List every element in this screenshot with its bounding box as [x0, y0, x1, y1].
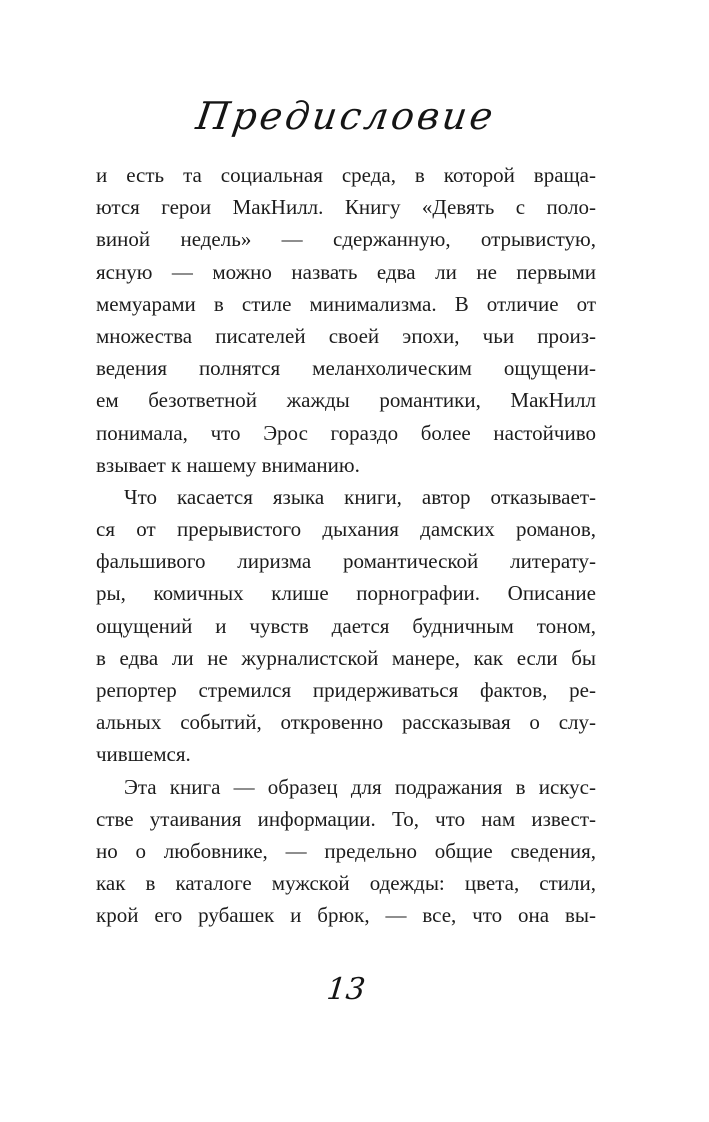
- text-line: виной недель» — сдержанную, отрывистую,: [96, 227, 596, 252]
- text-line: ются герои МакНилл. Книгу «Девять с поло-: [96, 195, 596, 220]
- text-line: ощущений и чувств дается будничным тоном,: [96, 613, 596, 638]
- text-line: репортер стремился придерживаться фактов, ре-: [96, 678, 596, 702]
- text-line: множества писателей своей эпохи, чьи произ-: [96, 323, 596, 348]
- paragraph: [96, 481, 596, 771]
- text-line: понимала, что Эрос гораздо более настойчиво: [96, 420, 596, 445]
- text-line: ся от прерывистого дыхания дамских романов,: [96, 517, 596, 542]
- text-line: как в каталоге мужской одежды: цвета, стили,: [96, 871, 596, 896]
- chapter-heading: Предисловие: [193, 94, 499, 138]
- text-line: фальшивого лиризма романтической литерату-: [96, 549, 596, 574]
- text-line: в едва ли не журналистской манере, как если бы: [96, 645, 596, 670]
- text-line: ры, комичных клише порнографии. Описание: [96, 581, 596, 606]
- page-number: 13: [325, 972, 367, 1007]
- text-line: крой его рубашек и брюк, — все, что она вы-: [96, 903, 596, 928]
- text-line: альных событий, откровенно рассказывая о слу-: [96, 710, 596, 735]
- text-line: Эта книга — образец для подражания в искус-: [124, 774, 596, 799]
- text-line: стве утаивания информации. То, что нам извест-: [96, 806, 596, 831]
- text-line: мемуарами в стиле минимализма. В отличие от: [96, 291, 596, 316]
- text-line: и есть та социальная среда, в которой враща-: [96, 163, 596, 187]
- text-line: чившемся.: [96, 742, 191, 767]
- text-line: но о любовнике, — предельно общие сведения,: [96, 838, 596, 863]
- text-line: ем безответной жажды романтики, МакНилл: [96, 388, 596, 413]
- text-line: взывает к нашему вниманию.: [96, 452, 360, 477]
- text-block: [96, 159, 596, 932]
- text-line: ясную — можно назвать едва ли не первыми: [96, 259, 596, 284]
- paragraph: [96, 771, 596, 932]
- paragraph: [96, 159, 596, 481]
- text-line: ведения полнятся меланхолическим ощущени-: [96, 356, 596, 381]
- text-line: Что касается языка книги, автор отказывает-: [124, 484, 596, 509]
